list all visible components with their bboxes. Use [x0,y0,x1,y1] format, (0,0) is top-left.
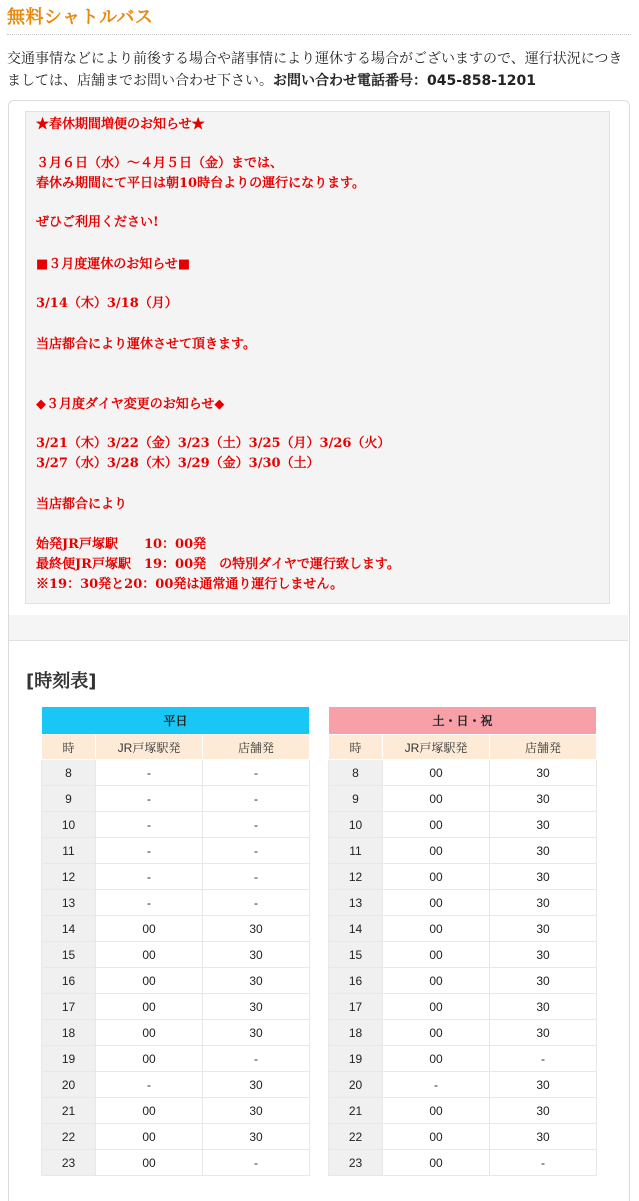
table-row [329,812,597,838]
column-header-hour: 時 [329,735,383,760]
table-row [42,942,310,968]
store-departure-cell: 30 [203,1098,310,1124]
store-departure-cell: 30 [490,1072,597,1098]
table-row [329,786,597,812]
table-row [329,916,597,942]
hour-cell: 11 [42,838,96,864]
table-row [42,1020,310,1046]
notice-line: ぜひご利用ください! [36,215,159,230]
store-departure-cell: 30 [490,786,597,812]
store-departure-cell: 30 [490,1020,597,1046]
column-header-station: JR戸塚駅発 [96,735,203,760]
hour-cell: 18 [42,1020,96,1046]
hour-cell: 8 [329,760,383,786]
table-row [329,994,597,1020]
table-row [329,1020,597,1046]
hour-cell: 19 [42,1046,96,1072]
hour-cell: 13 [329,890,383,916]
hour-cell: 21 [329,1098,383,1124]
station-departure-cell: - [96,786,203,812]
station-departure-cell: 00 [383,760,490,786]
column-header-hour: 時 [42,735,96,760]
store-departure-cell: 30 [203,1072,310,1098]
weekend-caption: 土・日・祝 [329,707,597,735]
table-row [42,890,310,916]
notice-line: 3/27（水）3/28（木）3/29（金）3/30（土） [36,456,320,471]
store-departure-cell: 30 [203,916,310,942]
store-departure-cell: 30 [490,812,597,838]
hour-cell: 17 [329,994,383,1020]
store-departure-cell: 30 [490,864,597,890]
store-departure-cell: 30 [490,1098,597,1124]
store-departure-cell: - [203,1046,310,1072]
hour-cell: 15 [329,942,383,968]
hour-cell: 21 [42,1098,96,1124]
hour-cell: 14 [329,916,383,942]
station-departure-cell: 00 [96,1046,203,1072]
store-departure-cell: 30 [490,838,597,864]
table-row [42,1098,310,1124]
timetable-heading: [時刻表] [26,671,97,692]
table-row [329,890,597,916]
station-departure-cell: - [96,760,203,786]
table-row [329,1098,597,1124]
table-row [42,838,310,864]
table-row [329,1046,597,1072]
column-header-station: JR戸塚駅発 [383,735,490,760]
hour-cell: 22 [329,1124,383,1150]
weekday-timetable [41,706,310,1176]
notice-line: 3/14（木）3/18（月） [36,296,178,311]
store-departure-cell: - [203,812,310,838]
hour-cell: 20 [329,1072,383,1098]
hour-cell: 16 [329,968,383,994]
notice-heading-spring: ★春休期間増便のお知らせ★ [36,117,205,132]
station-departure-cell: 00 [96,968,203,994]
table-row [42,812,310,838]
station-departure-cell: 00 [383,1124,490,1150]
store-departure-cell: 30 [490,942,597,968]
store-departure-cell: 30 [203,1124,310,1150]
station-departure-cell: 00 [383,916,490,942]
table-row [42,864,310,890]
notice-line: ３月６日（水）～４月５日（金）までは、 [36,156,284,171]
store-departure-cell: - [203,838,310,864]
table-row [329,942,597,968]
column-header-store: 店舗発 [203,735,310,760]
hour-cell: 18 [329,1020,383,1046]
table-row [329,838,597,864]
station-departure-cell: 00 [383,838,490,864]
table-row [42,760,310,786]
notice-line: 始発JR戸塚駅 10：00発 [36,537,207,552]
store-departure-cell: 30 [490,968,597,994]
table-row [42,1150,310,1176]
intro-body: 交通事情などにより前後する場合や諸事情により運休する場合がございますので、運行状況につきましては、店舗までお問い合わせ下さい。 [7,51,623,89]
hour-cell: 19 [329,1046,383,1072]
station-departure-cell: 00 [383,1020,490,1046]
station-departure-cell: 00 [383,786,490,812]
station-departure-cell: - [96,1072,203,1098]
store-departure-cell: 30 [490,760,597,786]
table-row [42,786,310,812]
table-row [329,1124,597,1150]
table-row [329,1150,597,1176]
station-departure-cell: - [96,812,203,838]
store-departure-cell: - [203,1150,310,1176]
hour-cell: 13 [42,890,96,916]
hour-cell: 23 [42,1150,96,1176]
station-departure-cell: 00 [383,994,490,1020]
hour-cell: 12 [42,864,96,890]
hour-cell: 10 [42,812,96,838]
table-row [42,1072,310,1098]
title-divider [7,34,631,35]
hour-cell: 8 [42,760,96,786]
hour-cell: 9 [42,786,96,812]
hour-cell: 15 [42,942,96,968]
store-departure-cell: - [203,890,310,916]
hour-cell: 20 [42,1072,96,1098]
table-row [42,994,310,1020]
phone-label: お問い合わせ電話番号：045-858-1201 [273,73,537,89]
hour-cell: 10 [329,812,383,838]
store-departure-cell: 30 [490,916,597,942]
station-departure-cell: 00 [96,1020,203,1046]
notice-heading-suspension: ■３月度運休のお知らせ■ [36,257,191,272]
hour-cell: 22 [42,1124,96,1150]
store-departure-cell: 30 [203,994,310,1020]
intro-text [7,48,632,92]
store-departure-cell: - [490,1150,597,1176]
notice-heading-schedule-change: ◆３月度ダイヤ変更のお知らせ◆ [36,397,225,412]
table-row [329,968,597,994]
store-departure-cell: - [203,760,310,786]
hour-cell: 16 [42,968,96,994]
store-departure-cell: 30 [203,1020,310,1046]
station-departure-cell: 00 [383,890,490,916]
station-departure-cell: - [96,890,203,916]
notice-line: 最終便JR戸塚駅 19：00発 の特別ダイヤで運行致します。 [36,557,400,572]
store-departure-cell: 30 [490,994,597,1020]
hour-cell: 9 [329,786,383,812]
station-departure-cell: 00 [96,942,203,968]
station-departure-cell: 00 [383,942,490,968]
store-departure-cell: 30 [203,968,310,994]
station-departure-cell: 00 [96,916,203,942]
table-row [42,916,310,942]
station-departure-cell: 00 [96,1098,203,1124]
page-title: 無料シャトルバス [7,7,154,28]
table-row [42,1124,310,1150]
notice-line: 3/21（木）3/22（金）3/23（土）3/25（月）3/26（火） [36,436,391,451]
station-departure-cell: 00 [383,1098,490,1124]
store-departure-cell: - [203,864,310,890]
store-departure-cell: - [490,1046,597,1072]
table-row [329,864,597,890]
station-departure-cell: - [96,838,203,864]
hour-cell: 14 [42,916,96,942]
hour-cell: 17 [42,994,96,1020]
hour-cell: 12 [329,864,383,890]
notice-line: ※19：30発と20：00発は通常通り運行しません。 [36,577,344,592]
table-row [42,1046,310,1072]
station-departure-cell: 00 [96,1124,203,1150]
station-departure-cell: - [383,1072,490,1098]
notice-line: 当店都合により [36,497,128,512]
station-departure-cell: 00 [96,1150,203,1176]
section-divider-band [9,615,628,641]
station-departure-cell: - [96,864,203,890]
notice-line: 当店都合により運休させて頂きます。 [36,337,256,352]
store-departure-cell: 30 [203,942,310,968]
weekend-timetable [328,706,597,1176]
station-departure-cell: 00 [96,994,203,1020]
hour-cell: 23 [329,1150,383,1176]
hour-cell: 11 [329,838,383,864]
station-departure-cell: 00 [383,1046,490,1072]
table-row [42,968,310,994]
station-departure-cell: 00 [383,968,490,994]
station-departure-cell: 00 [383,812,490,838]
table-row [329,1072,597,1098]
column-header-store: 店舗発 [490,735,597,760]
store-departure-cell: 30 [490,890,597,916]
table-row [329,760,597,786]
store-departure-cell: 30 [490,1124,597,1150]
station-departure-cell: 00 [383,1150,490,1176]
store-departure-cell: - [203,786,310,812]
weekday-caption: 平日 [42,707,310,735]
station-departure-cell: 00 [383,864,490,890]
notice-line: 春休み期間にて平日は朝10時台よりの運行になります。 [36,176,366,191]
